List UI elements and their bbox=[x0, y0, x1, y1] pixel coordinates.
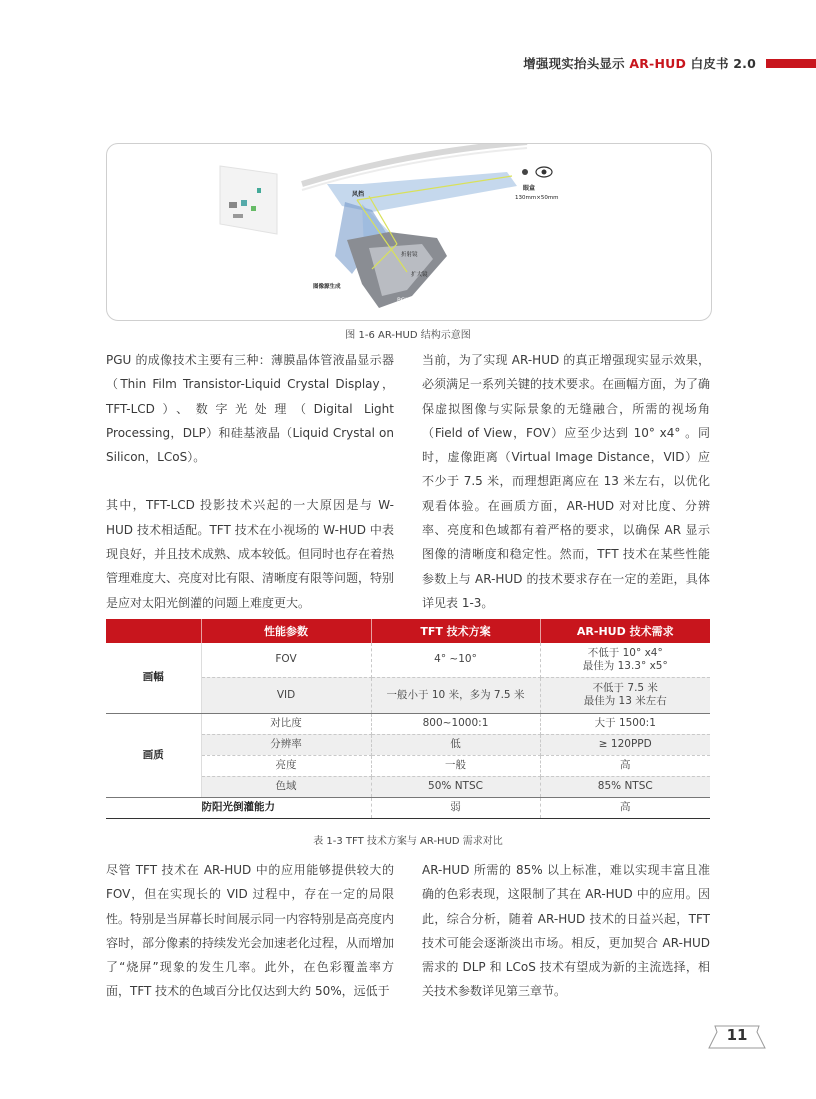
label-windshield: 风挡 bbox=[352, 191, 365, 198]
table-header-row bbox=[106, 619, 710, 643]
table-header-group bbox=[106, 619, 201, 643]
cell-arhud: 高 bbox=[540, 755, 710, 776]
eye-pupil bbox=[542, 170, 547, 175]
left-column-bottom bbox=[106, 858, 394, 1004]
cell-tft: 50% NTSC bbox=[371, 776, 540, 797]
table-caption: 表 1-3 TFT 技术方案与 AR-HUD 需求对比 bbox=[313, 836, 503, 847]
virtual-image-icon-3 bbox=[251, 206, 256, 211]
header-title-accent: AR-HUD bbox=[629, 56, 687, 71]
cell-arhud: 高 bbox=[540, 797, 710, 818]
virtual-image-icon-5 bbox=[257, 188, 261, 193]
group-frame: 画幅 bbox=[106, 643, 201, 713]
cell-arhud bbox=[540, 643, 710, 677]
cell-tft: 4° ~10° bbox=[371, 643, 540, 677]
paragraph-conclusion: AR-HUD 所需的 85% 以上标准，难以实现丰富且准确的色彩表现，这限制了其在 AR-HUD 中的应用。因此，综合分析，随着 AR-HUD 技术的日益兴起，TFT 技术可能会逐渐淡出市场。相反，更加契合 AR-HUD 需求的 DLP 和 LCoS 技术有望成为新的主流选择，相关技术参数详见第三章节。 bbox=[422, 863, 710, 999]
cell-arhud-line2: 最佳为 13 米左右 bbox=[583, 695, 667, 707]
virtual-image-icon-2 bbox=[241, 200, 247, 206]
virtual-image-icon-4 bbox=[233, 214, 243, 218]
cell-param: 对比度 bbox=[201, 713, 371, 734]
paragraph-tft-limitations: 尽管 TFT 技术在 AR-HUD 中的应用能够提供较大的 FOV，但在实现长的 VID 过程中，存在一定的局限性。特别是当屏幕长时间展示同一内容特别是高亮度内容时，部分像素的持续发光会加速老化过程，从而增加了“烧屏”现象的发生几率。此外，在色彩覆盖率方面，TFT 技术的色域百分比仅达到大约 50%，远低于 bbox=[106, 863, 395, 999]
figure-caption: 图 1-6 AR-HUD 结构示意图 bbox=[345, 330, 471, 341]
group-quality: 画质 bbox=[106, 713, 201, 797]
cell-tft: 一般小于 10 米，多为 7.5 米 bbox=[371, 677, 540, 713]
label-pgu: PGU bbox=[397, 297, 410, 304]
table-header-param: 性能参数 bbox=[201, 619, 371, 643]
cell-param: FOV bbox=[201, 643, 371, 677]
cell-param: 防阳光倒灌能力 bbox=[106, 797, 371, 818]
label-eyebox-size: 130mm×50mm bbox=[515, 195, 559, 201]
table-row-contrast bbox=[106, 713, 710, 734]
right-column-top bbox=[422, 348, 710, 615]
cell-param: 亮度 bbox=[201, 755, 371, 776]
table-header-arhud: AR-HUD 技术需求 bbox=[540, 619, 710, 643]
cell-param: 分辨率 bbox=[201, 734, 371, 755]
cell-arhud-line1: 不低于 10° x4° bbox=[587, 646, 663, 659]
paragraph-ar-requirements: 当前，为了实现 AR-HUD 的真正增强现实显示效果，必须满足一系列关键的技术要求。在画幅方面，为了确保虚拟图像与实际景象的无缝融合，所需的视场角（Field of View，FOV）应至少达到 10° x4° 。同时，虚像距离（Virtual Image Distance，VID）应不少于 7.5 米，而理想距离应在 13 米左右，以优化观看体验。在画质方面，AR-HUD 对对比度、分辨率、亮度和色域都有着严格的要求，以确保 AR 显示图像的清晰度和稳定性。然而，TFT 技术在某些性能参数上与 AR-HUD 的技术要求存在一定的差距，具体详见表 1-3。 bbox=[422, 353, 711, 610]
paragraph-pgu-tech: PGU 的成像技术主要有三种：薄膜晶体管液晶显示器（Thin Film Transistor-Liquid Crystal Display，TFT-LCD）、数字光处理（Digital Light Processing，DLP）和硅基液晶（Liquid Crystal on Silicon，LCoS）。 bbox=[106, 353, 394, 465]
label-fold-mirror: 折射镜 bbox=[401, 252, 418, 258]
header-title-suffix: 白皮书 2.0 bbox=[686, 56, 756, 71]
cell-param: VID bbox=[201, 677, 371, 713]
cell-tft: 低 bbox=[371, 734, 540, 755]
page-number-badge bbox=[707, 1022, 767, 1052]
table-row-fov bbox=[106, 643, 710, 677]
cell-arhud: 85% NTSC bbox=[540, 776, 710, 797]
virtual-image-icon-1 bbox=[229, 202, 237, 208]
right-column-bottom bbox=[422, 858, 710, 1004]
label-eyebox: 眼盒 bbox=[523, 185, 536, 192]
paragraph-tft-lcd: 其中，TFT-LCD 投影技术兴起的一大原因是与 W-HUD 技术相适配。TFT 技术在小视场的 W-HUD 中表现良好，并且技术成熟、成本较低。但同时也存在着热管理难度大、亮度对比有限、清晰度有限等问题，特别是应对太阳光倒灌的问题上难度更大。 bbox=[106, 498, 395, 610]
page-header bbox=[0, 54, 816, 74]
eye-marker bbox=[522, 169, 528, 175]
cell-tft: 弱 bbox=[371, 797, 540, 818]
comparison-table bbox=[106, 619, 710, 819]
ar-hud-diagram bbox=[107, 144, 711, 320]
table-row-sun bbox=[106, 797, 710, 818]
page-number: 11 bbox=[726, 1026, 748, 1044]
table-header-tft: TFT 技术方案 bbox=[371, 619, 540, 643]
left-column-top bbox=[106, 348, 394, 615]
cell-tft: 一般 bbox=[371, 755, 540, 776]
ar-hud-structure-figure bbox=[106, 143, 712, 321]
header-accent-bar bbox=[766, 59, 816, 68]
virtual-image-panel bbox=[220, 166, 277, 234]
label-image-source: 图像源生成 bbox=[313, 284, 341, 290]
cell-arhud bbox=[540, 677, 710, 713]
cell-tft: 800~1000:1 bbox=[371, 713, 540, 734]
label-magnifier: 扩大镜 bbox=[411, 272, 428, 278]
cell-arhud-line2: 最佳为 13.3° x5° bbox=[582, 659, 668, 672]
cell-arhud: 大于 1500:1 bbox=[540, 713, 710, 734]
cell-param: 色域 bbox=[201, 776, 371, 797]
header-title bbox=[523, 54, 756, 72]
cell-arhud: ≥ 120PPD bbox=[540, 734, 710, 755]
header-title-prefix: 增强现实抬头显示 bbox=[523, 56, 630, 71]
cell-arhud-line1: 不低于 7.5 米 bbox=[592, 682, 658, 694]
